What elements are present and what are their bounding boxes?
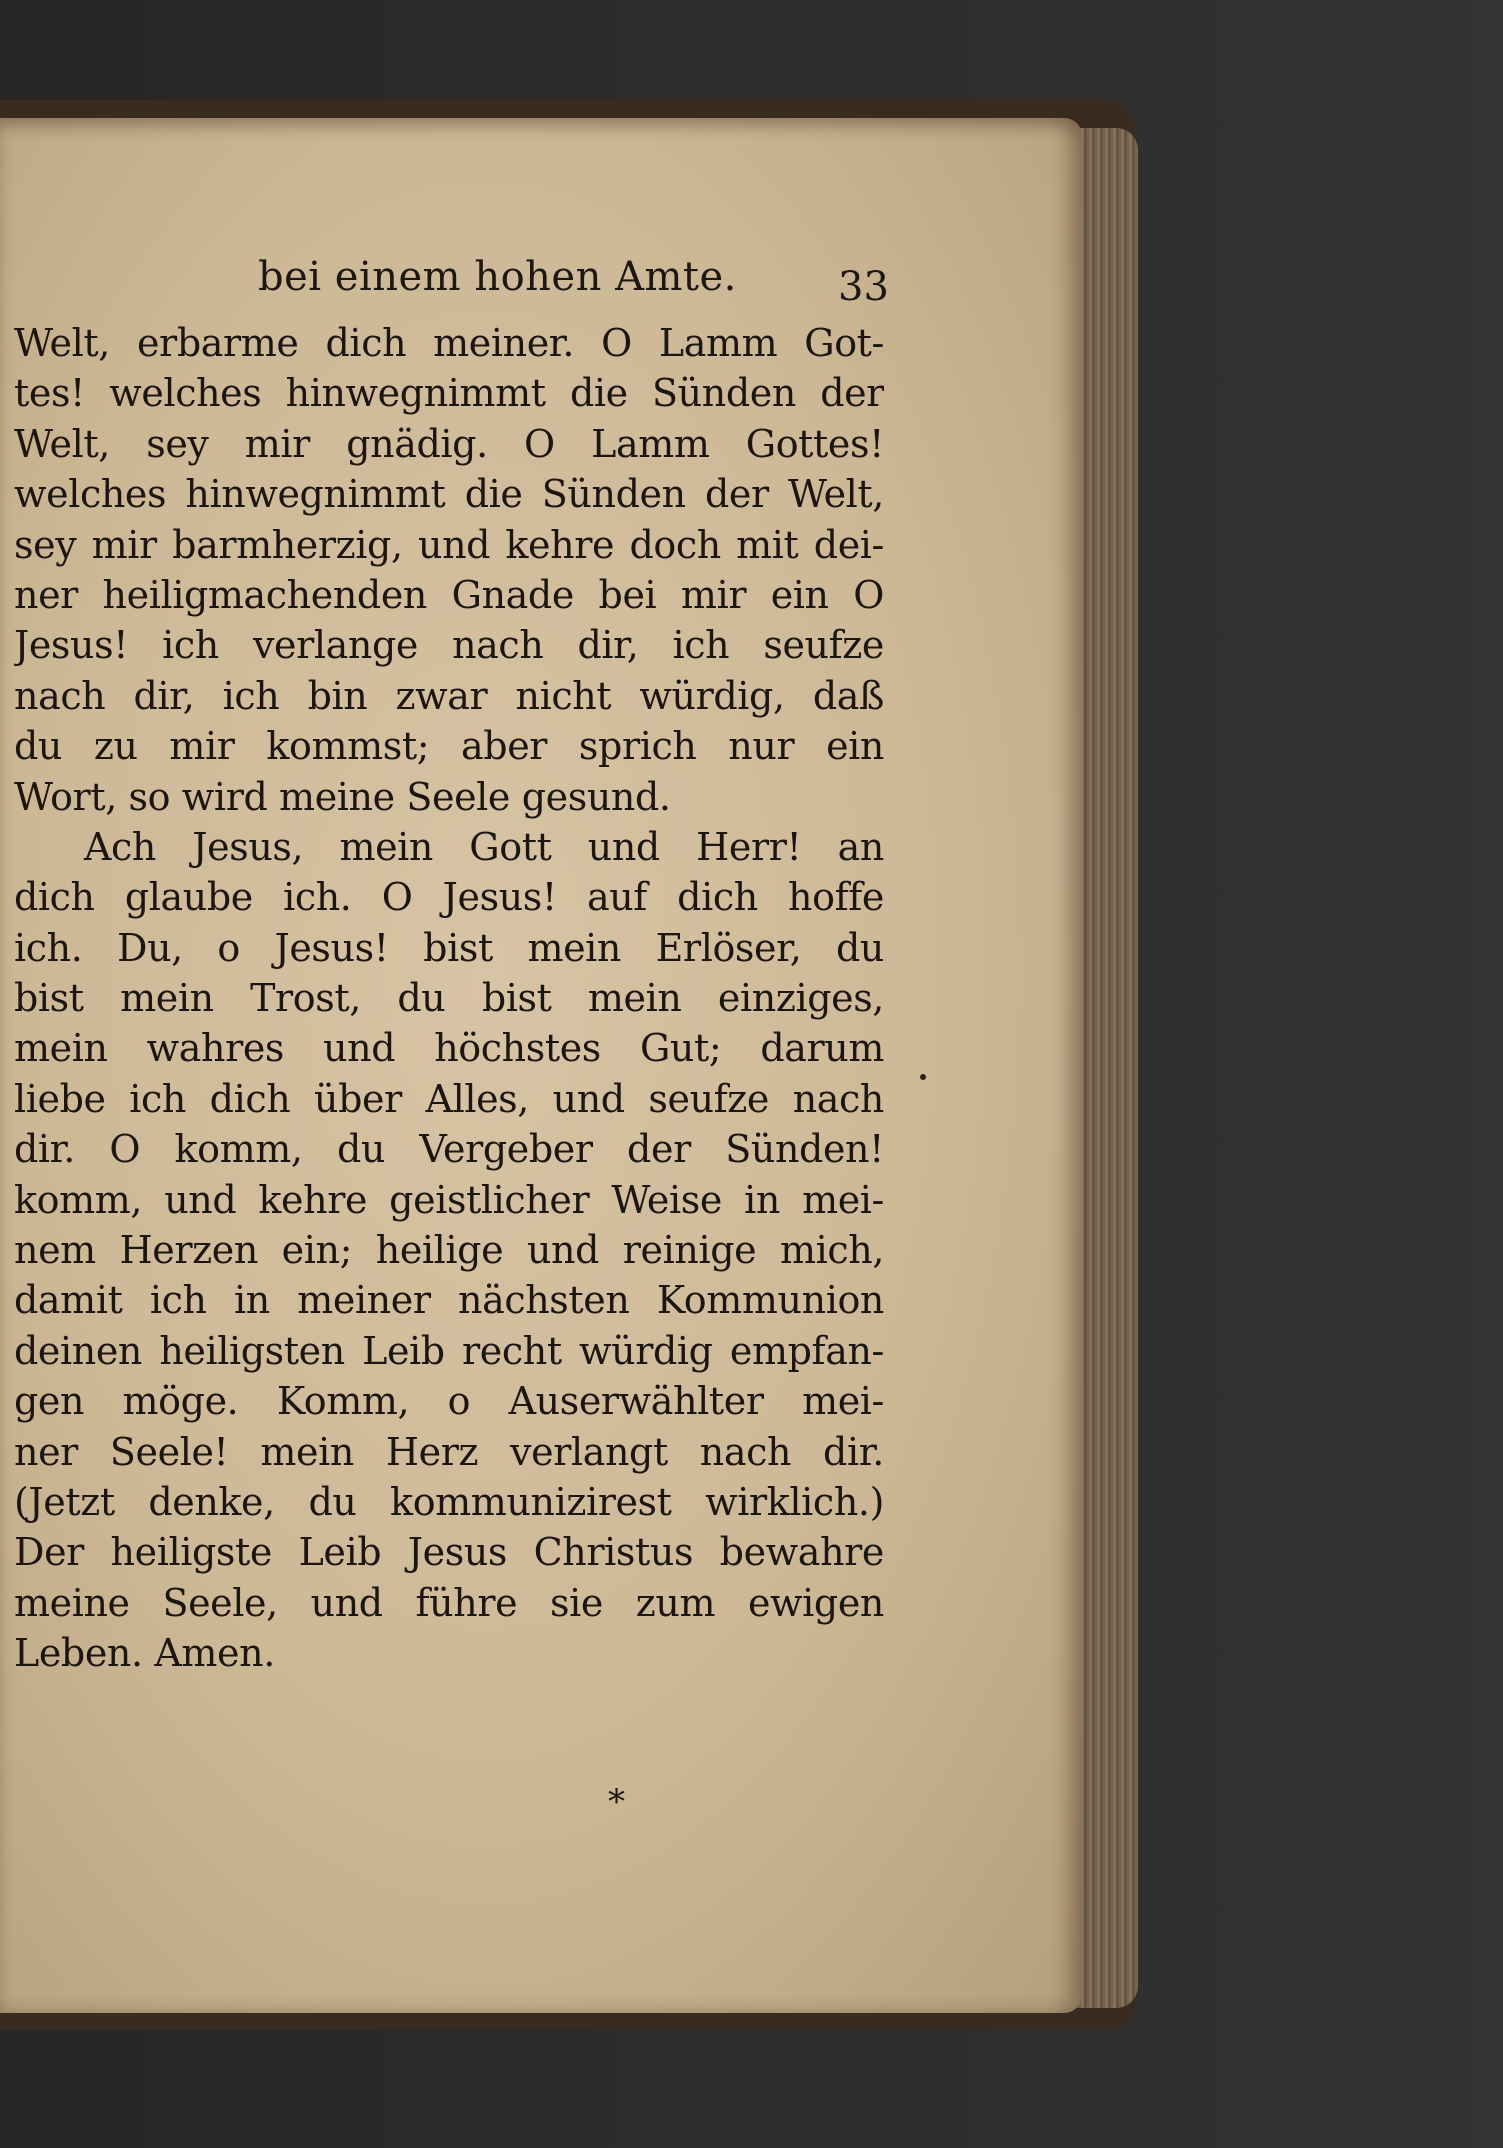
- text-line: damit ich in meiner nächsten Kommunion: [14, 1278, 884, 1323]
- text-line: dich glaube ich. O Jesus! auf dich hoffe: [14, 875, 884, 920]
- asterisk-ornament: *: [608, 1782, 625, 1822]
- text-line: Ach Jesus, mein Gott und Herr! an: [84, 824, 884, 869]
- text-line: welches hinwegnimmt die Sünden der Welt,: [14, 472, 884, 517]
- text-line: ich. Du, o Jesus! bist mein Erlöser, du: [14, 925, 884, 970]
- text-line: sey mir barmherzig, und kehre doch mit dei-: [14, 522, 884, 567]
- running-title: bei einem hohen Amte.: [258, 254, 737, 300]
- text-line: mein wahres und höchstes Gut; darum: [14, 1026, 884, 1071]
- text-line: deinen heiligsten Leib recht würdig empfan-: [14, 1328, 884, 1373]
- text-line: bist mein Trost, du bist mein einziges,: [14, 976, 884, 1021]
- text-line: komm, und kehre geistlicher Weise in mei-: [14, 1177, 884, 1222]
- text-line: du zu mir kommst; aber sprich nur ein: [14, 724, 884, 769]
- text-line: Jesus! ich verlange nach dir, ich seufze: [14, 623, 884, 668]
- text-line: gen möge. Komm, o Auserwählter mei-: [14, 1379, 884, 1424]
- text-line: ner Seele! mein Herz verlangt nach dir.: [14, 1429, 884, 1474]
- text-line: Wort, so wird meine Seele gesund.: [14, 774, 671, 819]
- text-line: meine Seele, und führe sie zum ewigen: [14, 1580, 884, 1625]
- page-number: 33: [838, 264, 889, 310]
- text-line: Leben. Amen.: [14, 1631, 275, 1676]
- text-line: Welt, erbarme dich meiner. O Lamm Got-: [14, 321, 884, 365]
- text-line: nach dir, ich bin zwar nicht würdig, daß: [14, 673, 884, 718]
- body-text: [14, 318, 884, 1679]
- text-line: Welt, sey mir gnädig. O Lamm Gottes!: [14, 421, 884, 466]
- text-line: liebe ich dich über Alles, und seufze nach: [14, 1076, 884, 1121]
- text-line: nem Herzen ein; heilige und reinige mich,: [14, 1228, 884, 1273]
- text-line: (Jetzt denke, du kommunizirest wirklich.): [14, 1479, 884, 1524]
- text-line: dir. O komm, du Vergeber der Sünden!: [14, 1127, 884, 1172]
- running-head: [0, 250, 1000, 310]
- text-line: tes! welches hinwegnimmt die Sünden der: [14, 371, 884, 416]
- text-line: Der heiligste Leib Jesus Christus bewahre: [14, 1530, 884, 1575]
- ink-speck: [920, 1074, 926, 1080]
- text-line: ner heiligmachenden Gnade bei mir ein O: [14, 572, 884, 617]
